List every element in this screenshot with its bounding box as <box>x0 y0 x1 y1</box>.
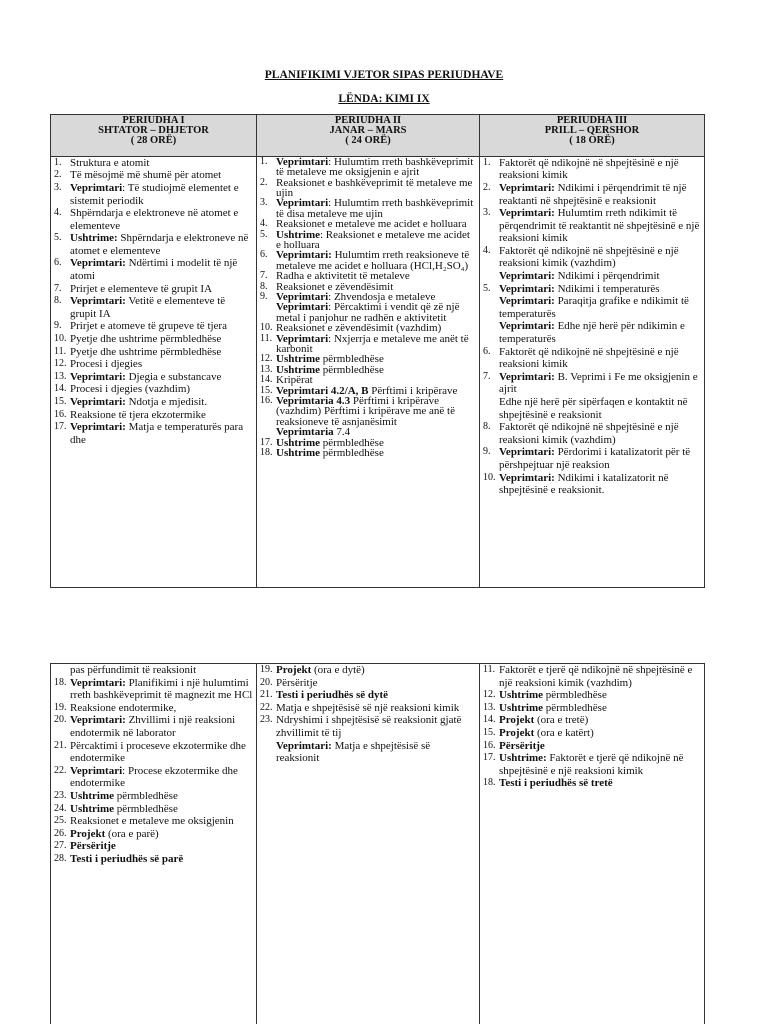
topic-number: 10. <box>483 471 496 483</box>
topic-bold-label: Veprimtari: <box>70 676 126 689</box>
topic-item <box>483 702 701 715</box>
topic-item <box>260 250 476 271</box>
topic-number: 15. <box>483 726 496 738</box>
topic-number: 6. <box>483 345 491 357</box>
topic-bold-label: Veprimtari: <box>499 471 555 484</box>
topic-text: Reaksionet e bashkëveprimit të metaleve me ujin <box>276 176 473 199</box>
topic-text: përmbledhëse <box>320 447 384 460</box>
topic-bold-label: Veprimtari: <box>276 249 332 262</box>
topic-number: 1. <box>260 155 268 167</box>
topic-item <box>483 295 701 320</box>
topic-number: 7. <box>483 370 491 382</box>
topic-text: Procesi i djegies (vazhdim) <box>70 383 191 396</box>
topic-number: 12. <box>483 689 496 701</box>
topic-text: Ndikimi i përqendrimit <box>554 270 660 283</box>
topic-number: 11. <box>260 332 273 344</box>
topic-item <box>260 157 476 178</box>
topic-text: Ndikimi i katalizatorit në shpejtësinë e reaksionit. <box>499 471 669 497</box>
topic-item <box>483 740 701 753</box>
topic-text: përmbledhëse <box>114 789 178 802</box>
period-name: PERIUDHA III <box>556 115 628 126</box>
topic-bold-label: Projekt <box>276 664 312 676</box>
topic-item <box>54 346 253 359</box>
header-period-1 <box>51 115 257 157</box>
topic-number: 25. <box>54 815 67 827</box>
topic-number: 7. <box>260 270 268 282</box>
topic-number: 21. <box>54 739 67 751</box>
topic-text: Reaksionet e metaleve me acidet e holluara <box>276 218 467 231</box>
topic-number: 22. <box>260 701 273 713</box>
topic-item <box>483 245 701 270</box>
topic-number: 4. <box>483 244 491 256</box>
topic-text: Reaksionet e zëvendësimit (vazhdim) <box>276 322 442 335</box>
topic-number: 17. <box>260 436 273 448</box>
topic-text: Faktorët që ndikojnë në shpejtësinë e një reaksioni kimik (vazhdim) <box>499 244 679 270</box>
period-hours: ( 18 ORË) <box>569 135 615 146</box>
topic-number: 7. <box>54 282 62 294</box>
topic-text: Hulumtim rreth ndikimit të përqendrimit të reaktantit në shpejtësinë e një reaksioni kimik <box>499 207 700 245</box>
topic-item <box>260 740 476 765</box>
topic-number: 2. <box>260 176 268 188</box>
topic-number: 19. <box>54 701 67 713</box>
topic-number: 26. <box>54 827 67 839</box>
topic-text: Reaksionet e zëvendësimit <box>276 280 394 293</box>
topic-item <box>54 853 253 866</box>
topic-item <box>260 677 476 690</box>
topic-item <box>260 689 476 702</box>
topic-number: 24. <box>54 802 67 814</box>
topic-item <box>54 371 253 384</box>
topic-bold-label: Veprimtari: <box>499 446 555 459</box>
topic-text: (ora e tretë) <box>534 714 589 727</box>
topic-item <box>54 765 253 790</box>
topic-number: 12. <box>260 353 273 365</box>
topic-text: : Reaksionet e metaleve me acidet e holluara <box>276 228 470 251</box>
topic-bold-label: Veprimtari <box>70 181 123 194</box>
topic-number: 2. <box>54 169 62 181</box>
topic-item <box>483 752 701 777</box>
topic-item <box>54 664 253 677</box>
topic-text: : Hulumtim rreth bashkëveprimit të metaleve me oksigjenin e ajrit <box>276 155 474 179</box>
topic-item <box>260 702 476 715</box>
topic-number: 6. <box>260 249 268 261</box>
topic-number: 13. <box>483 701 496 713</box>
topic-number: 4. <box>54 207 62 219</box>
topic-number: 9. <box>54 320 62 332</box>
topic-bold-label: Ushtrime: <box>499 752 547 765</box>
period-1-topics-cont <box>51 664 257 1024</box>
topic-number: 12. <box>54 358 67 370</box>
header-period-2 <box>257 115 480 157</box>
topic-item <box>54 840 253 853</box>
topic-item <box>54 257 253 282</box>
topic-text: : Përcaktimi i vendit që zë një metal i panjohur ne radhën e aktivitetit <box>276 301 460 324</box>
topic-text: Ndikimi i përqendrimit të një reaktanti në shpejtësinë e reaksionit <box>499 181 687 207</box>
topic-bold-label: Ushtrime <box>276 228 320 241</box>
period-hours: ( 24 ORË) <box>345 135 391 146</box>
topic-bold-label: Veprimtari <box>276 332 329 345</box>
topic-item <box>260 178 476 199</box>
topic-bold-label: Veprimtari: <box>70 295 126 308</box>
topic-item <box>483 446 701 471</box>
period-hours: ( 28 ORË) <box>130 135 177 146</box>
topic-item <box>54 157 253 170</box>
period-2-topics-cont <box>257 664 480 1024</box>
topic-text: Faktorët që ndikojnë në shpejtësinë e një reaksioni kimik (vazhdim) <box>499 421 679 446</box>
topic-number: 23. <box>54 789 67 801</box>
period-name: PERIUDHA I <box>122 115 185 126</box>
topic-bold-label: Veprimtaria <box>276 426 334 439</box>
topic-number: 18. <box>260 447 273 459</box>
topic-text: : Të studiojmë elementet e sistemit periodik <box>70 181 239 207</box>
plan-table-page1 <box>50 114 705 588</box>
topic-text: (ora e dytë) <box>311 664 365 676</box>
topic-item <box>54 320 253 333</box>
topic-number: 14. <box>54 383 67 395</box>
topic-bold-label: Testi i periudhës së parë <box>70 852 184 865</box>
topic-bold-label: Ushtrime <box>276 447 320 460</box>
topic-item <box>54 803 253 816</box>
topic-number: 1. <box>483 156 491 168</box>
topic-number: 1. <box>54 156 62 168</box>
topic-number: 14. <box>483 714 496 726</box>
topic-bold-label: Ushtrime <box>499 701 543 714</box>
topic-item <box>260 230 476 251</box>
topic-item <box>483 664 701 689</box>
topic-text: Faktorët e tjerë që ndikojnë në shpejtësinë e një reaksioni kimik <box>499 752 684 777</box>
topic-number: 13. <box>260 363 273 375</box>
topic-text: Përsëritje <box>276 676 318 689</box>
topic-item <box>483 727 701 740</box>
period-2-topics <box>257 156 480 587</box>
topic-bold-label: Ushtrime <box>276 353 320 366</box>
topic-number: 11. <box>483 664 496 675</box>
topic-item <box>260 396 476 427</box>
topic-number: 8. <box>54 295 62 307</box>
topic-number: 20. <box>260 676 273 688</box>
topic-bold-label: Testi i periudhës së dytë <box>276 689 389 702</box>
topic-item <box>260 714 476 739</box>
period-name: PERIUDHA II <box>334 115 402 126</box>
topic-text: Vetitë e elementeve të grupit IA <box>70 295 226 320</box>
topic-text: Radha e aktivitetit të metaleve <box>276 270 410 283</box>
topic-number: 5. <box>483 282 491 294</box>
topic-bold-label: Ushtrime: <box>70 232 118 245</box>
topic-text: Edhe një herë për ndikimin e temperaturës <box>499 320 685 346</box>
topic-item <box>54 396 253 409</box>
topic-text: Prirjet e elementeve të grupit IA <box>70 282 213 295</box>
period-1-topics <box>51 156 257 587</box>
topic-bold-label: Ushtrime <box>276 436 320 449</box>
topic-bold-label: Veprimtari: <box>499 270 555 283</box>
period-months: PRILL – QERSHOR <box>544 125 640 136</box>
topic-text: : Nxjerrja e metaleve me anët të karbonit <box>276 332 469 356</box>
topic-text: : Hulumtim rreth bashkëveprimit të disa metaleve me ujin <box>276 197 474 220</box>
topic-number: 17. <box>54 421 67 433</box>
topic-number: 9. <box>483 446 491 458</box>
topic-text: Përcaktimi i proceseve ekzotermike dhe endotermike <box>70 739 246 765</box>
topic-text: Reaksione të tjera ekzotermike <box>70 408 206 421</box>
topic-bold-label: Ushtrime <box>70 789 114 802</box>
topic-item <box>260 302 476 323</box>
topic-text: Faktorët që ndikojnë në shpejtësinë e një reaksioni kimik <box>499 156 679 182</box>
topic-number: 19. <box>260 664 273 675</box>
topic-item <box>54 702 253 715</box>
topic-text: Shpërndarja e elektroneve në atomet e elementeve <box>70 232 249 257</box>
topic-bold-label: Projekt <box>499 726 535 739</box>
topic-text: Planifikimi i një hulumtimi rreth bashkëveprimit të magnezit me HCl <box>70 676 253 702</box>
topic-text: Zhvillimi i një reaksioni endotermik në laborator <box>70 714 236 739</box>
period-3-topics-cont <box>480 664 705 1024</box>
topic-number: 14. <box>260 374 273 386</box>
header-period-3 <box>480 115 705 157</box>
topic-text: Përftimi i kripërave <box>368 384 458 397</box>
topic-number: 3. <box>260 197 268 209</box>
plan-table-page2 <box>50 663 705 1024</box>
topic-number: 17. <box>483 752 496 764</box>
topic-bold-label: Veprimtari: <box>499 370 555 383</box>
topic-item <box>483 472 701 497</box>
topic-number: 16. <box>54 408 67 420</box>
topic-text: Djegia e substancave <box>125 370 222 383</box>
topic-text: përmbledhëse <box>320 436 384 449</box>
topic-item <box>54 409 253 422</box>
topic-number: 4. <box>260 218 268 230</box>
topic-text: Faktorët që ndikojnë në shpejtësinë e një reaksioni kimik <box>499 345 679 371</box>
document-title: PLANIFIKIMI VJETOR SIPAS PERIUDHAVE <box>264 69 504 81</box>
topic-list <box>260 664 476 765</box>
topic-text: Ndotja e mjedisit. <box>125 396 208 408</box>
topic-text: përmbledhëse <box>114 802 178 815</box>
topic-bold-label: Projekt <box>70 827 106 840</box>
topic-bold-label: Veprimtari: <box>499 295 555 308</box>
topic-text: Ndikimi i temperaturës <box>554 282 660 295</box>
topic-item <box>483 346 701 371</box>
topic-text: përmbledhëse <box>320 353 384 366</box>
topic-bold-label: Ushtrime <box>70 802 114 815</box>
topic-bold-label: Projekt <box>499 714 535 727</box>
topic-item <box>260 664 476 677</box>
topic-item <box>483 396 701 421</box>
topic-number: 23. <box>260 714 273 726</box>
topic-text: Paraqitja grafike e ndikimit të temperaturës <box>499 295 689 320</box>
topic-item <box>54 421 253 446</box>
topic-bold-label: Veprimtari: <box>499 207 555 220</box>
topic-item <box>54 169 253 182</box>
topic-text: Përdorimi i katalizatorit për të përshpejtuar një reaksion <box>499 446 691 471</box>
topic-number: 11. <box>54 345 67 357</box>
topic-bold-label: Përsëritje <box>70 840 116 853</box>
topic-bold-label: Veprimtari <box>276 301 329 314</box>
topic-text: Reaksionet e metaleve me oksigjenin <box>70 815 234 828</box>
topic-item <box>483 270 701 283</box>
topic-number: 5. <box>260 228 268 240</box>
content-row <box>51 156 705 587</box>
topic-number: 6. <box>54 257 62 269</box>
topic-number: 16. <box>260 395 273 407</box>
topic-number: 20. <box>54 714 67 726</box>
topic-number: 5. <box>54 232 62 244</box>
topic-bold-label: Veprimtari: <box>499 282 555 295</box>
topic-item <box>54 828 253 841</box>
topic-item <box>483 182 701 207</box>
topic-text: përmbledhëse <box>543 689 607 702</box>
topic-text: Edhe një herë për sipërfaqen e kontaktit në shpejtësinë e reaksionit <box>499 396 688 421</box>
topic-text: Matja e shpejtësisë së një reaksioni kimik <box>276 701 460 714</box>
topic-bold-label: Veprimtari: <box>70 396 126 408</box>
topic-item <box>54 677 253 702</box>
topic-bold-label: Veprimtari 4.2/A, B <box>276 384 369 397</box>
topic-list <box>483 157 701 497</box>
topic-number: 8. <box>260 280 268 292</box>
topic-text: (ora e katërt) <box>534 726 594 739</box>
topic-item <box>54 333 253 346</box>
topic-item <box>54 714 253 739</box>
topic-item <box>54 232 253 257</box>
topic-bold-label: Veprimtari <box>276 155 329 168</box>
topic-text: : Procese ekzotermike dhe endotermike <box>70 764 238 790</box>
topic-text: Hulumtim rreth reaksioneve të metaleve me acidet e holluara (HCl,H₂SO₄) <box>276 249 470 272</box>
topic-text: përmbledhëse <box>543 701 607 714</box>
topic-text: Përftimi i kripërave (vazhdim) Përftimi i kripërave me anë të reaksioneve të asnjanësimit <box>276 395 455 428</box>
topic-text: Ndërtimi i modelit të një atomi <box>70 257 238 283</box>
topic-item <box>54 358 253 371</box>
topic-list <box>260 157 476 459</box>
topic-number: 16. <box>483 739 496 751</box>
topic-item <box>483 777 701 790</box>
topic-text: B. Veprimi i Fe me oksigjenin e ajrit <box>499 370 698 396</box>
topic-item <box>483 689 701 702</box>
topic-item <box>54 207 253 232</box>
topic-item <box>54 383 253 396</box>
subject-title: LËNDA: KIMI IX <box>338 93 430 105</box>
topic-number: 28. <box>54 852 67 864</box>
topic-bold-label: Veprimtari: <box>70 421 126 434</box>
header-row <box>51 115 705 157</box>
topic-item <box>260 198 476 219</box>
topic-text: Struktura e atomit <box>70 156 150 169</box>
topic-text: Faktorët e tjerë që ndikojnë në shpejtësinë e një reaksioni kimik (vazhdim) <box>499 664 693 689</box>
topic-bold-label: Veprimtari: <box>70 257 126 270</box>
topic-text: : Zhvendosja e metaleve <box>328 291 436 303</box>
topic-item <box>483 207 701 245</box>
topic-text: Shpërndarja e elektroneve në atomet e elementeve <box>70 207 239 232</box>
topic-number: 27. <box>54 840 67 852</box>
topic-number: 10. <box>260 322 273 334</box>
topic-text: Të mësojmë më shumë për atomet <box>70 169 222 182</box>
topic-list <box>54 157 253 447</box>
topic-text: (ora e parë) <box>105 827 159 840</box>
topic-bold-label: Veprimtari: <box>499 181 555 194</box>
topic-bold-label: Ushtrime <box>499 689 543 702</box>
period-months: JANAR – MARS <box>329 125 407 136</box>
topic-bold-label: Veprimtari: <box>70 370 126 383</box>
topic-item <box>483 320 701 345</box>
topic-text: Ndryshimi i shpejtësisë së reaksionit gjatë zhvillimit të tij <box>276 714 462 739</box>
content-row <box>51 664 705 1024</box>
topic-text: Pyetje dhe ushtrime përmbledhëse <box>70 345 222 358</box>
topic-item <box>54 283 253 296</box>
topic-bold-label: Veprimtaria 4.3 <box>276 395 351 408</box>
topic-list <box>54 664 253 866</box>
topic-item <box>54 182 253 207</box>
topic-bold-label: Testi i periudhës së tretë <box>499 777 613 790</box>
topic-number: 18. <box>483 777 496 789</box>
topic-item <box>54 815 253 828</box>
topic-item <box>54 740 253 765</box>
topic-text: Procesi i djegies <box>70 358 143 371</box>
topic-bold-label: Veprimtari <box>276 291 329 303</box>
topic-item <box>483 283 701 296</box>
topic-number: 21. <box>260 689 273 701</box>
topic-bold-label: Veprimtari: <box>499 320 555 333</box>
topic-bold-label: Veprimtari <box>276 197 329 210</box>
topic-number: 15. <box>260 384 273 396</box>
topic-text: Kripërat <box>276 374 313 387</box>
topic-text: Matja e temperaturës para dhe <box>70 421 244 446</box>
period-3-topics <box>480 156 705 587</box>
topic-bold-label: Ushtrime <box>276 363 320 376</box>
topic-number: 2. <box>483 181 491 193</box>
topic-item <box>483 157 701 182</box>
topic-list <box>483 664 701 790</box>
topic-number: 3. <box>54 181 62 193</box>
topic-text: Matja e shpejtësisë së reaksionit <box>276 739 431 765</box>
topic-item <box>54 295 253 320</box>
period-months: SHTATOR – DHJETOR <box>98 125 209 136</box>
topic-item <box>260 334 476 355</box>
topic-number: 9. <box>260 291 268 302</box>
topic-item <box>483 714 701 727</box>
topic-number: 13. <box>54 370 67 382</box>
topic-number: 15. <box>54 396 67 407</box>
topic-item <box>54 790 253 803</box>
topic-text: pas përfundimit të reaksionit <box>70 664 197 676</box>
topic-number: 10. <box>54 333 67 345</box>
topic-number: 18. <box>54 676 67 688</box>
topic-bold-label: Përsëritje <box>499 739 545 752</box>
topic-bold-label: Veprimtari <box>70 764 123 777</box>
topic-text: përmbledhëse <box>320 363 384 376</box>
topic-number: 8. <box>483 421 491 433</box>
topic-bold-label: Veprimtari: <box>276 739 332 752</box>
topic-bold-label: Veprimtari: <box>70 714 126 727</box>
topic-number: 22. <box>54 764 67 776</box>
topic-text: Reaksione endotermike, <box>70 701 177 714</box>
topic-text: Prirjet e atomeve të grupeve të tjera <box>70 320 227 333</box>
topic-item <box>483 421 701 446</box>
topic-text: 7.4 <box>333 426 351 439</box>
topic-item <box>483 371 701 396</box>
topic-number: 3. <box>483 207 491 219</box>
topic-item <box>260 448 476 458</box>
topic-text: Pyetje dhe ushtrime përmbledhëse <box>70 333 222 346</box>
